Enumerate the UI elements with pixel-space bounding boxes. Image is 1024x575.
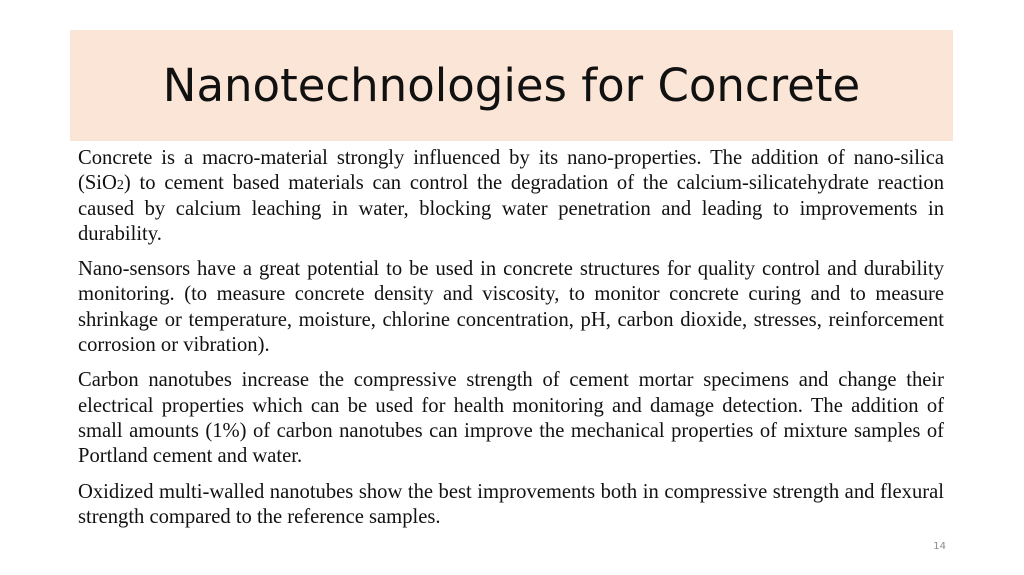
paragraph-carbon-nanotubes: Carbon nanotubes increase the compressive strength of cement mortar specimens and change their electrical properties which can be used for health monitoring and damage detection. The addition of small amounts (1%) of carbon nanotubes can improve the mechanical properties of mixture samples of Portland cement and water. bbox=[78, 369, 944, 468]
paragraph-nano-silica-text-start: Concrete is a macro-material strongly influenced by its nano-properties. The addition of nano-silica (SiO bbox=[78, 147, 944, 195]
paragraph-nano-silica bbox=[78, 146, 944, 247]
paragraph-oxidized-nanotubes: Oxidized multi-walled nanotubes show the best improvements both in compressive strength and flexural strength compared to the reference samples. bbox=[78, 480, 944, 528]
paragraph-nano-silica-text-end: ) to cement based materials can control the degradation of the calcium-silicatehydrate reaction caused by calcium leaching in water, blocking water penetration and leading to improvements in durability. bbox=[78, 172, 944, 245]
slide-body bbox=[78, 146, 944, 540]
silicon-dioxide-subscript: 2 bbox=[116, 178, 124, 194]
paragraph-nano-sensors: Nano-sensors have a great potential to be used in concrete structures for quality control and durability monitoring. (to measure concrete density and viscosity, to monitor concrete curing and to measure shrinkage or temperature, moisture, chlorine concentration, pH, carbon dioxide, stresses, reinforcement corrosion or vibration). bbox=[78, 258, 944, 357]
slide-title: Nanotechnologies for Concrete bbox=[162, 59, 861, 112]
page-number: 14 bbox=[933, 541, 946, 552]
title-band bbox=[70, 30, 953, 141]
